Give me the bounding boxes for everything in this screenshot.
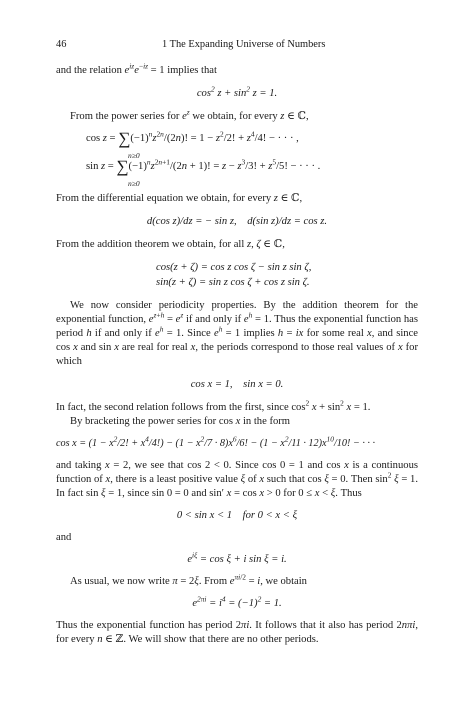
paragraph-conclusion: Thus the exponential function has period 2πi. It follows that it also has period 2nπi, for every n ∈ ℤ. We will show that there are no other periods. <box>56 620 418 645</box>
text-in-fact: In fact, the second relation follows from the first, since $\cos^2 x + \sin^2 x = 1$. <box>56 398 371 413</box>
text-usual: As usual, we now write π = 2ξ. From $e^{\pi i/2} = i$, we obtain <box>70 572 307 587</box>
equation-series <box>56 130 418 186</box>
equation-sine-bounds: 0 < sin x < 1 for 0 < x < ξ <box>176 510 298 521</box>
equation-period-conditions: cos x = 1, sin x = 0. <box>190 379 284 390</box>
page-number: 46 <box>56 39 67 50</box>
equation-derivatives: d(cos z)/dz = − sin z, d(sin z)/dz = cos z. <box>146 216 328 227</box>
equation-bracketed-series: $\cos x = (1 - x^2/2$! + $x^4/4!) - (1 - x^2/7 \cdot 8)x^6/6$! − $(1 - x^2/11 \cdot 12)x^{10}/10$! − · · · <box>56 434 376 449</box>
running-head: 1 The Expanding Universe of Numbers <box>162 39 326 50</box>
paragraph-taking-x2: and taking x = 2, we see that cos 2 < 0. Since cos 0 = 1 and cos x is a continuous function of x, there is a least positive value ξ of x such that cos ξ = 0. Then $\sin^2 \xi = 1$. In fact sin ξ = 1, since sin 0 = 0 and sin′ x = cos x > 0 for 0 ≤ x < ξ. Thus <box>56 460 418 499</box>
text-line-relation: and the relation $e^{iz}e^{-iz} = 1$ implies that <box>56 61 217 76</box>
paragraph-periodicity: We now consider periodicity properties. By the addition theorem for the exponential function, $e^{z+h} = e^z$ if and only if $e^h = 1$. Thus the exponential function has period h if and only if $e^h = 1$. Since $e^h = 1$ implies h = ix for some real x, and since cos x and sin x are real for real x, the periods correspond to those real values of x for which <box>56 300 418 367</box>
equation-sin-addition: sin(z + ζ) = sin z cos ζ + cos z sin ζ. <box>156 277 310 288</box>
equation-cos-addition: cos(z + ζ) = cos z cos ζ − sin z sin ζ, <box>156 262 312 273</box>
text-and: and <box>56 532 72 543</box>
equation-cos-series: $\cos z = \sum(-1)^nz^{2n}/(2n)$! = $1 - z^2/2$! + $z^4/4$! − · · · , <box>86 129 299 148</box>
page-header <box>56 38 418 54</box>
sum-index-cos: n≥0 <box>128 151 140 160</box>
equation-e-2-pi-i: $e^{2\pi i} = i^4 = (-1)^2 = 1$. <box>192 594 282 609</box>
text-differential: From the differential equation we obtain, for every z ∈ ℂ, <box>56 193 303 204</box>
text-bracketing: By bracketing the power series for cos x in the form <box>70 416 291 427</box>
sum-index-sin: n≥0 <box>128 179 140 188</box>
book-page <box>56 38 418 647</box>
equation-e-i-xi: $e^{i\xi} = \cos \xi + i$ sin ξ = i. <box>187 550 287 565</box>
text-power-series: From the power series for $e^z$ we obtain, for every z ∈ ℂ, <box>70 107 309 122</box>
equation-sin-series: $\sin z = \sum(-1)^nz^{2n+1}/(2n + 1)$! = $z - z^3/3$! + $z^5/5$! − · · · . <box>86 157 321 176</box>
equation-addition <box>56 261 418 291</box>
text-addition: From the addition theorem we obtain, for all z, ζ ∈ ℂ, <box>56 239 285 250</box>
equation-pythagorean: $\cos^2 z + \sin^2 z = 1$. <box>196 84 278 99</box>
